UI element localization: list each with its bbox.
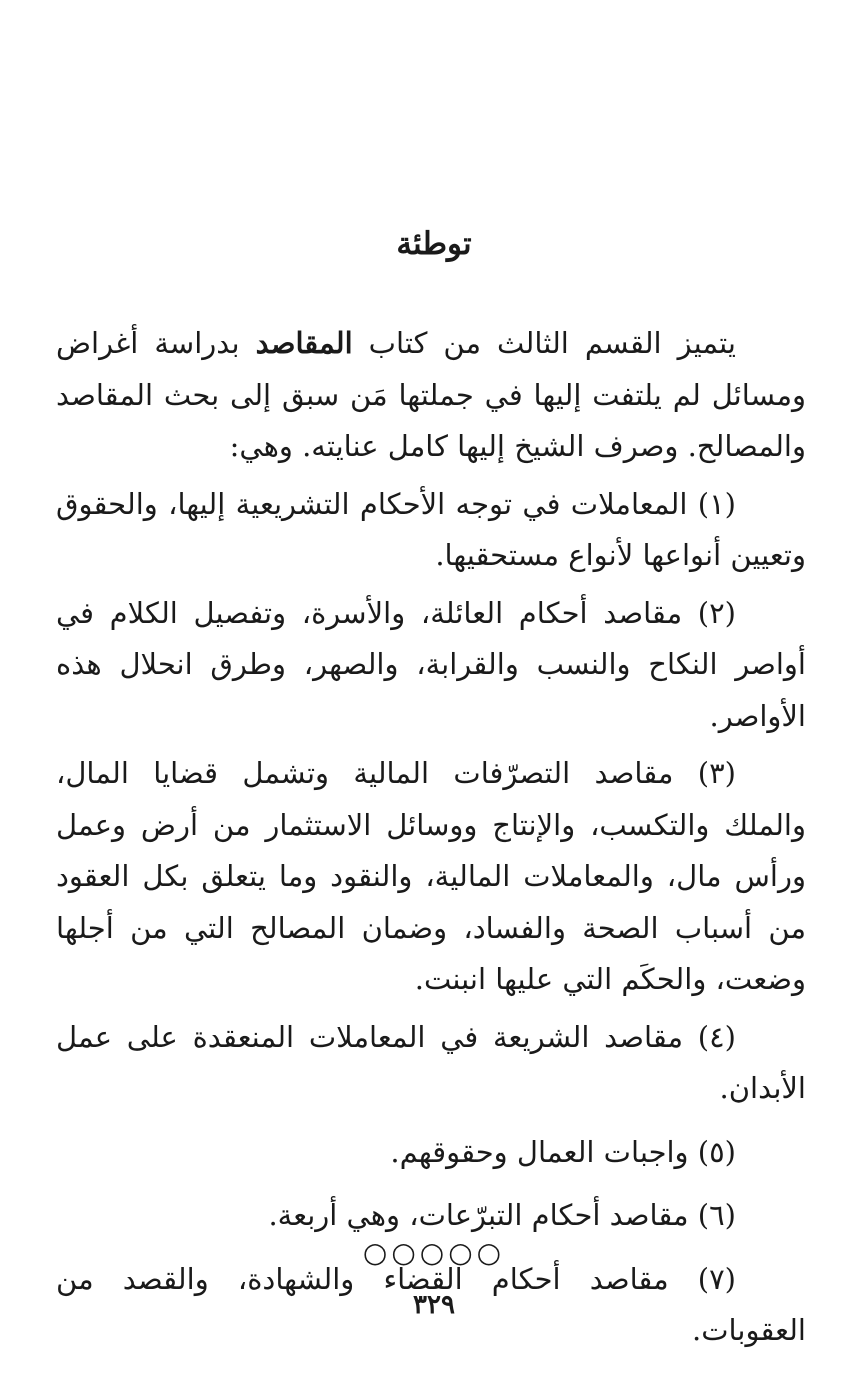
section-end-ornament: ○○○○○ xyxy=(362,1236,506,1269)
list-item-4: (٤) مقاصد الشريعة في المعاملات المنعقدة على عمل الأبدان. xyxy=(56,1019,806,1105)
body-text xyxy=(56,318,806,1357)
intro-text-start: يتميز القسم الثالث من كتاب xyxy=(352,326,736,360)
list-item-6: (٦) مقاصد أحكام التبرّعات، وهي أربعة. xyxy=(268,1198,736,1232)
intro-text-end: بدراسة أغراض ومسائل لم يلتفت إليها في جملتها مَن سبق إلى بحث المقاصد والمصالح. وصرف الشيخ إليها كامل عنايته. وهي: xyxy=(56,326,806,463)
list-item-7: (٧) مقاصد أحكام القضاء والشهادة، والقصد من العقوبات. xyxy=(56,1261,806,1347)
page-number: ٣٢٩ xyxy=(413,1290,455,1320)
list-item-1: (١) المعاملات في توجه الأحكام التشريعية إليها، والحقوق وتعيين أنواعها لأنواع مستحقيها. xyxy=(56,486,806,572)
section-title: توطئة xyxy=(396,226,472,262)
book-title-bold: المقاصد xyxy=(255,326,353,360)
list-item-2: (٢) مقاصد أحكام العائلة، والأسرة، وتفصيل الكلام في أواصر النكاح والنسب والقرابة، والصهر، وطرق انحلال هذه الأواصر. xyxy=(56,595,806,733)
list-item-5: (٥) واجبات العمال وحقوقهم. xyxy=(390,1134,736,1169)
intro-paragraph xyxy=(56,318,806,473)
list-item-3: (٣) مقاصد التصرّفات المالية وتشمل قضايا المال، والملك والتكسب، والإنتاج ووسائل الاستثمار من أرض وعمل ورأس مال، والمعاملات المالية، والنقود وما يتعلق بكل العقود من أسباب الصحة والفساد، وضمان المصالح التي من أجلها وضعت، والحكَم التي عليها انبنت. xyxy=(56,756,806,996)
